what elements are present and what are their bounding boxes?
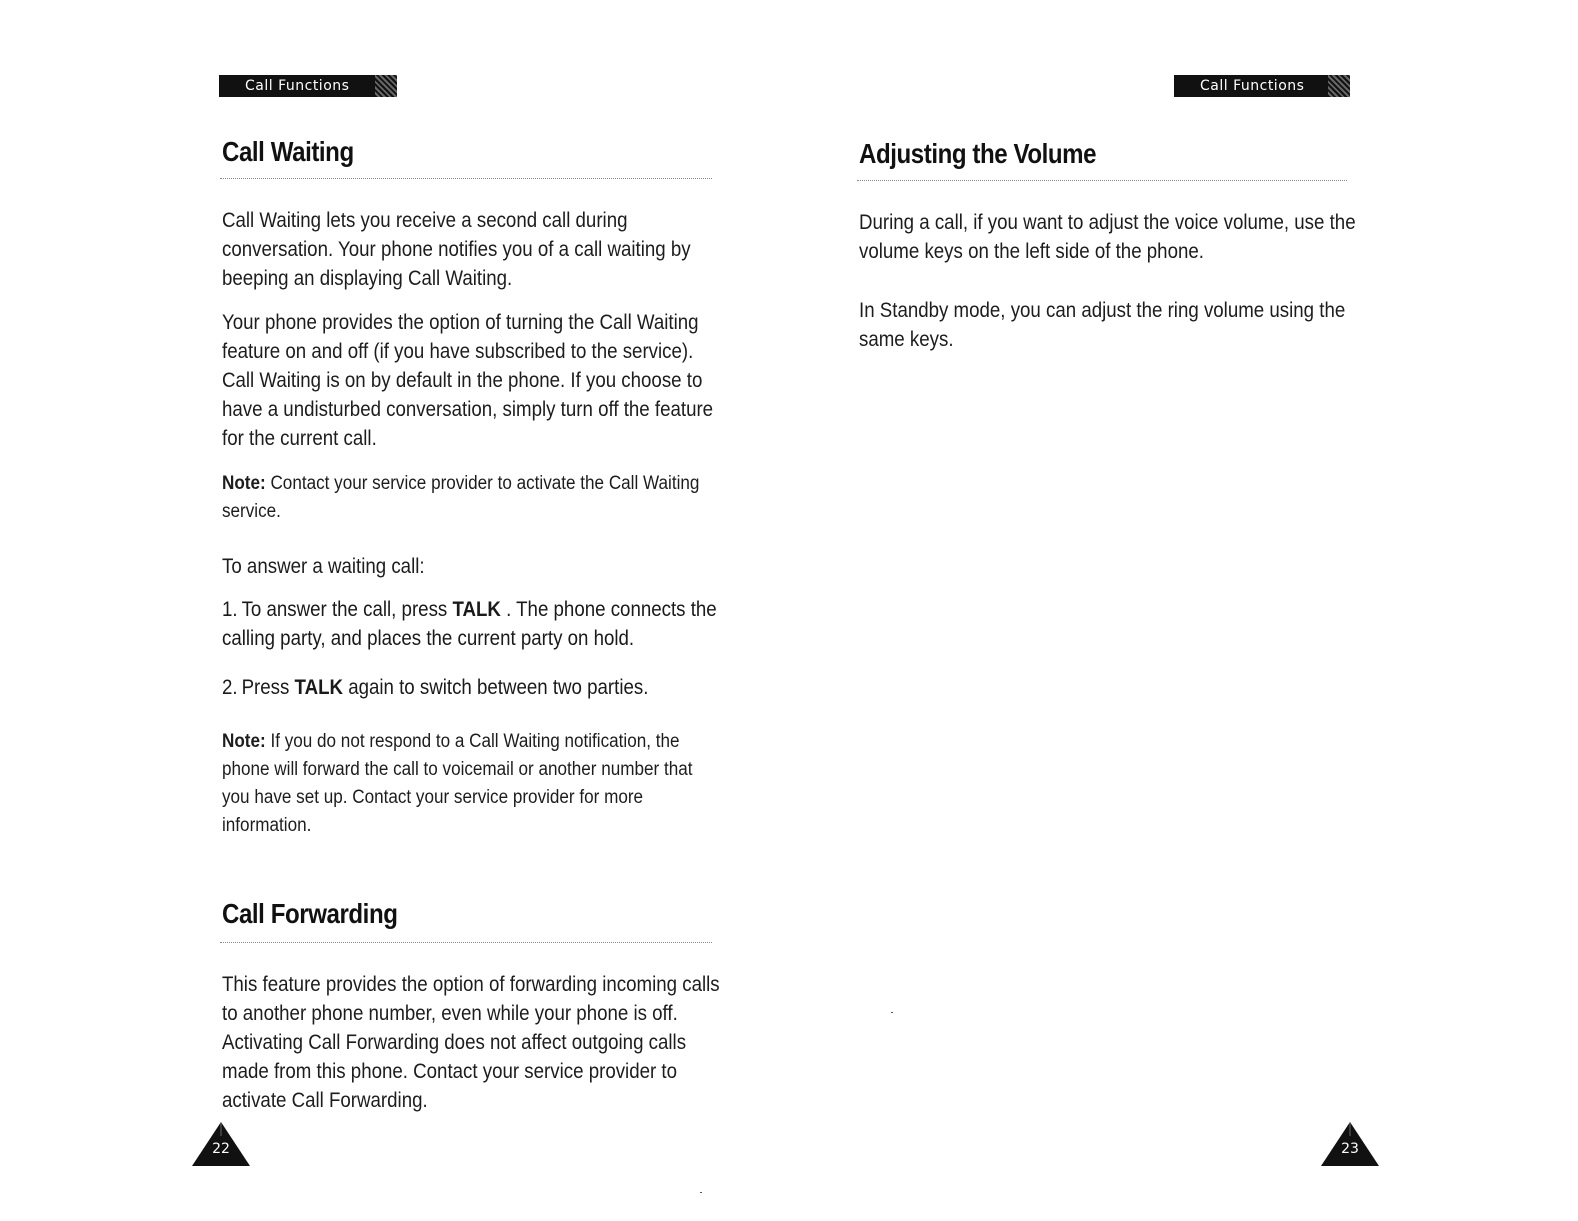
call-waiting-note-2 — [222, 728, 715, 840]
title-underline — [220, 178, 712, 179]
scan-speck — [891, 1012, 893, 1013]
note-text: If you do not respond to a Call Waiting notification, the phone will forward the call to voicemail or another number that you have set up. Contact your service provider for more information. — [222, 731, 693, 836]
note-text: Contact your service provider to activate the Call Waiting service. — [222, 473, 700, 522]
call-waiting-para-1: Call Waiting lets you receive a second call during conversation. Your phone notifies you of a call waiting by beeping an displaying Call Waiting. — [222, 209, 691, 290]
talk-key-label: TALK — [294, 676, 343, 699]
step-text-pre: Press — [241, 676, 295, 699]
adjusting-volume-title: Adjusting the Volume — [859, 138, 1097, 169]
adjusting-volume-para-1: During a call, if you want to adjust the voice volume, use the volume keys on the left side of the phone. — [859, 211, 1356, 263]
right-page — [789, 0, 1578, 1221]
note-label: Note: — [222, 473, 266, 494]
call-forwarding-title: Call Forwarding — [222, 898, 398, 929]
section-header-label: Call Functions — [1200, 78, 1305, 94]
step-2 — [222, 673, 717, 702]
answer-intro: To answer a waiting call: — [222, 555, 425, 578]
step-text-post: again to switch between two parties. — [342, 676, 649, 699]
page-number-marker — [1321, 1122, 1379, 1166]
call-waiting-note-1 — [222, 470, 708, 526]
section-header-badge — [1174, 75, 1350, 97]
title-underline — [857, 180, 1347, 181]
section-header-label: Call Functions — [245, 78, 350, 94]
scan-speck — [700, 1192, 702, 1193]
call-waiting-title: Call Waiting — [222, 136, 354, 167]
page-number: 22 — [212, 1141, 230, 1157]
step-text-post: . The phone connects the calling party, and places the current party on hold. — [222, 598, 717, 650]
talk-key-label: TALK — [452, 598, 501, 621]
call-waiting-para-2: Your phone provides the option of turning the Call Waiting feature on and off (if you have subscribed to the service). Call Waiting is on by default in the phone. If you choose to have a undisturbed conversation, simply turn off the feature for the current call. — [222, 311, 714, 450]
page-number: 23 — [1341, 1141, 1359, 1157]
page-number-marker — [192, 1122, 250, 1166]
call-forwarding-para: This feature provides the option of forwarding incoming calls to another phone number, even while your phone is off. Activating Call Forwarding does not affect outgoing calls made from this phone. Contact your service provider to activate Call Forwarding. — [222, 973, 720, 1112]
step-1 — [222, 595, 717, 653]
step-text-pre: To answer the call, press — [241, 598, 453, 621]
step-number: 2. — [222, 676, 238, 699]
section-header-badge — [219, 75, 397, 97]
title-underline — [220, 942, 712, 943]
note-label: Note: — [222, 731, 266, 752]
adjusting-volume-para-2: In Standby mode, you can adjust the ring volume using the same keys. — [859, 299, 1346, 351]
step-number: 1. — [222, 598, 238, 621]
